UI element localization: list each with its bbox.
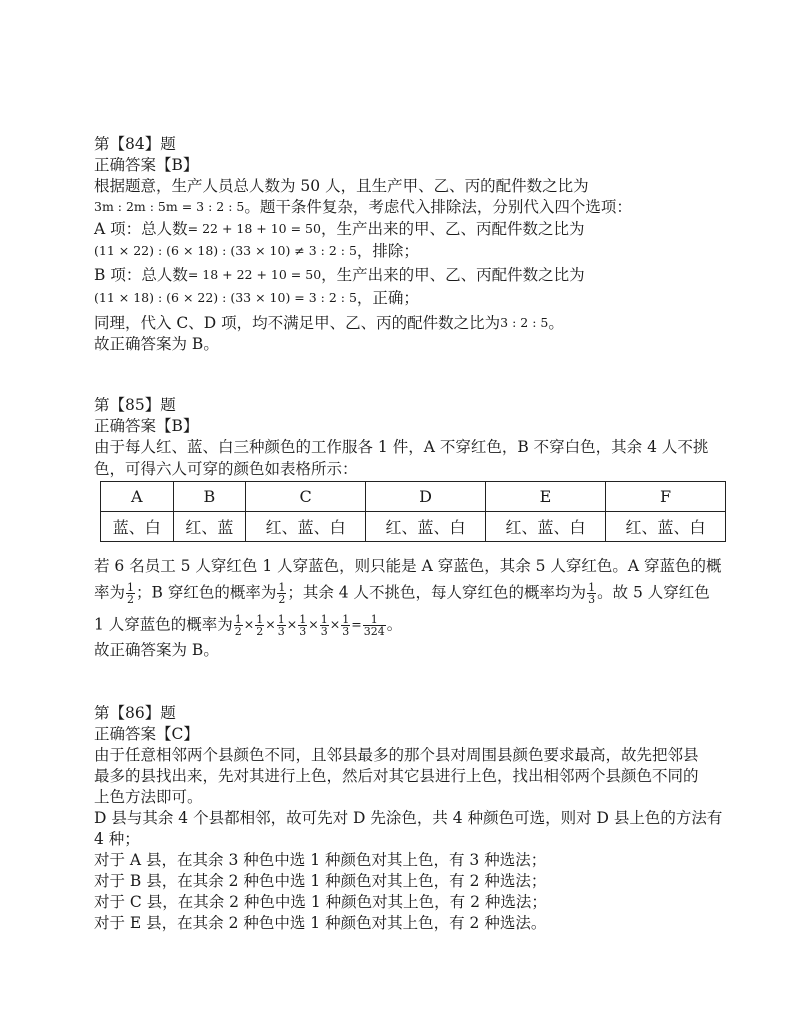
q84-line-5: B 项：总人数= 18 + 22 + 10 = 50，生产出来的甲、乙、丙配件数之比为 <box>94 266 585 284</box>
table-header: A <box>101 482 174 512</box>
fraction-result: $\frac{1}{324}$ <box>363 613 385 638</box>
q86-title: 第【86】题 <box>94 704 176 722</box>
table-header: E <box>486 482 606 512</box>
table-cell: 红、蓝、白 <box>486 512 606 542</box>
q84-answer: 正确答案【B】 <box>94 156 199 174</box>
q86-line-5: 4 种； <box>94 830 140 848</box>
table-header: B <box>173 482 246 512</box>
q86-line-7: 对于 B 县，在其余 2 种色中选 1 种颜色对其上色，有 2 种选法； <box>94 872 547 890</box>
q86-line-9: 对于 E 县，在其余 2 种色中选 1 种颜色对其上色，有 2 种选法。 <box>94 914 547 932</box>
q84-line-1: 根据题意，生产人员总人数为 50 人，且生产甲、乙、丙的配件数之比为 <box>94 177 589 195</box>
fraction-third: $\frac{1}{3}$ <box>588 581 596 606</box>
table-cell: 红、蓝、白 <box>246 512 366 542</box>
q85-line-6: 故正确答案为 B。 <box>94 641 219 659</box>
q86-line-8: 对于 C 县，在其余 2 种色中选 1 种颜色对其上色，有 2 种选法； <box>94 893 547 911</box>
q85-line-5: 1 人穿蓝色的概率为 $\frac{1}{2}$ × $\frac{1}{2}$ × $\frac{1}{3}$ × $\frac{1}{3}$ × $\frac{1}{3}$ × $\frac{1}{3}$ = $\frac{1}{324}$ 。 <box>94 613 403 638</box>
q84-line-7: 同理，代入 C、D 项，均不满足甲、乙、丙的配件数之比为3 : 2 : 5。 <box>94 314 564 332</box>
q84-line-3: A 项：总人数= 22 + 18 + 10 = 50，生产出来的甲、乙、丙配件数之比为 <box>94 220 585 238</box>
table-header: C <box>246 482 366 512</box>
q86-answer: 正确答案【C】 <box>94 725 199 743</box>
q86-line-3: 上色方法即可。 <box>94 788 203 806</box>
q84-title: 第【84】题 <box>94 135 176 153</box>
table-cell: 蓝、白 <box>101 512 174 542</box>
table-header: D <box>366 482 486 512</box>
q84-line-8: 故正确答案为 B。 <box>94 335 219 353</box>
ratio-formula: 3m : 2m : 5m = 3 : 2 : 5 <box>94 199 245 214</box>
q85-line-3: 若 6 名员工 5 人穿红色 1 人穿蓝色，则只能是 A 穿蓝色，其余 5 人穿红色。A 穿蓝色的概 <box>94 557 722 575</box>
q85-line-4: 率为 $\frac{1}{2}$ ；B 穿红色的概率为 $\frac{1}{2}$ ；其余 4 人不挑色，每人穿红色的概率均为 $\frac{1}{3}$ 。故 5 人穿红色 <box>94 581 710 606</box>
table-cell: 红、蓝、白 <box>605 512 725 542</box>
table-header: F <box>605 482 725 512</box>
q84-line-4: (11 × 22) : (6 × 18) : (33 × 10) ≠ 3 : 2 : 5，排除； <box>94 242 419 260</box>
fraction-half: $\frac{1}{2}$ <box>278 581 286 606</box>
q86-line-2: 最多的县找出来，先对其进行上色，然后对其它县进行上色，找出相邻两个县颜色不同的 <box>94 767 699 785</box>
table-cell: 红、蓝、白 <box>366 512 486 542</box>
q86-line-6: 对于 A 县，在其余 3 种色中选 1 种颜色对其上色，有 3 种选法； <box>94 851 547 869</box>
q85-answer: 正确答案【B】 <box>94 417 199 435</box>
q84-line-2: 3m : 2m : 5m = 3 : 2 : 5。题干条件复杂，考虑代入排除法，分别代入四个选项： <box>94 198 632 216</box>
q84-line-6: (11 × 18) : (6 × 22) : (33 × 10) = 3 : 2 : 5，正确； <box>94 289 419 307</box>
q85-line-2: 色，可得六人可穿的颜色如表格所示： <box>94 460 358 478</box>
q85-title: 第【85】题 <box>94 396 176 414</box>
fraction-half: $\frac{1}{2}$ <box>127 581 135 606</box>
table-cell: 红、蓝 <box>173 512 246 542</box>
color-options-table <box>100 481 726 542</box>
q85-line-1: 由于每人红、蓝、白三种颜色的工作服各 1 件，A 不穿红色，B 不穿白色，其余 4 人不挑 <box>94 438 709 456</box>
q86-line-1: 由于任意相邻两个县颜色不同，且邻县最多的那个县对周围县颜色要求最高，故先把邻县 <box>94 746 699 764</box>
q86-line-4: D 县与其余 4 个县都相邻，故可先对 D 先涂色，共 4 种颜色可选，则对 D 县上色的方法有 <box>94 809 723 827</box>
